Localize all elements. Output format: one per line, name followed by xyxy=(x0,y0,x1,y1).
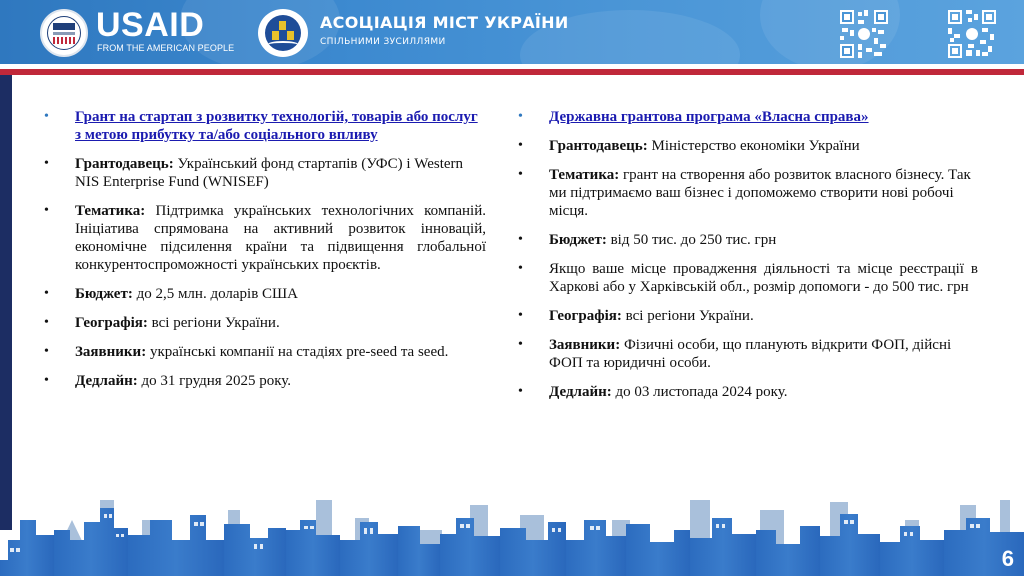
list-item xyxy=(42,202,486,274)
item-label: Географія: xyxy=(549,308,622,324)
item-text: до 31 грудня 2025 року. xyxy=(137,373,292,389)
list-item xyxy=(516,231,978,249)
list-item xyxy=(42,314,486,332)
qr-code-icon[interactable] xyxy=(948,10,996,58)
item-label: Грантодавець: xyxy=(549,138,648,154)
item-label: Дедлайн: xyxy=(75,373,138,389)
usaid-wordmark: USAID xyxy=(96,6,205,44)
list-item xyxy=(516,137,978,155)
right-grant-title-item xyxy=(516,108,978,126)
bullet: • xyxy=(518,138,523,153)
bullet: • xyxy=(518,232,523,247)
item-text: українські компанії на стадіях pre-seed та seed. xyxy=(146,344,449,360)
qr-code-icon[interactable] xyxy=(840,10,888,58)
foreground-buildings xyxy=(0,508,1024,576)
list-item xyxy=(42,285,486,303)
item-label: Географія: xyxy=(75,315,148,331)
list-item xyxy=(42,155,486,191)
item-label: Дедлайн: xyxy=(549,384,612,400)
left-grant-column xyxy=(42,108,486,401)
bullet: • xyxy=(518,109,523,124)
item-text: Український фонд стартапів (УФС) і Western NIS Enterprise Fund (WNISEF) xyxy=(75,156,464,190)
item-text: Якщо ваше місце провадження діяльності та місце реєстрації в Харкові або у Харківській обл., розмір допомоги - до 500 тис. грн xyxy=(549,261,978,295)
list-item xyxy=(516,336,978,372)
bullet: • xyxy=(44,315,49,330)
bullet: • xyxy=(518,167,523,182)
bullet: • xyxy=(518,308,523,323)
usaid-tagline: FROM THE AMERICAN PEOPLE xyxy=(97,43,235,53)
item-label: Тематика: xyxy=(549,167,620,183)
bullet: • xyxy=(44,373,49,388)
right-grant-column xyxy=(516,108,978,412)
left-grant-title-item xyxy=(42,108,486,144)
item-text: від 50 тис. до 250 тис. грн xyxy=(606,232,777,248)
item-label: Заявники: xyxy=(75,344,147,360)
item-label: Заявники: xyxy=(549,337,621,353)
list-item xyxy=(516,307,978,325)
usaid-seal-logo xyxy=(40,9,88,57)
list-item xyxy=(42,343,486,361)
list-item xyxy=(516,166,978,220)
list-item xyxy=(516,260,978,296)
bullet: • xyxy=(44,109,49,124)
item-text: Міністерство економіки України xyxy=(647,138,860,154)
left-accent-bar xyxy=(0,75,12,530)
item-text: всі регіони України. xyxy=(621,308,754,324)
bullet: • xyxy=(44,344,49,359)
bullet: • xyxy=(518,384,523,399)
bullet: • xyxy=(44,286,49,301)
association-logo xyxy=(258,9,308,57)
item-text: грант на створення або розвиток власного бізнесу. Так ми підтримаємо ваш бізнес і допоможемо створити нові робочі місця. xyxy=(549,167,971,219)
item-text: до 03 листопада 2024 року. xyxy=(611,384,788,400)
left-grant-title-link[interactable]: Грант на стартап з розвитку технологій, товарів або послуг з метою прибутку та/або соціального впливу xyxy=(75,109,478,143)
item-text: до 2,5 млн. доларів США xyxy=(132,286,298,302)
bullet: • xyxy=(44,156,49,171)
city-skyline-footer xyxy=(0,500,1024,576)
item-text: всі регіони України. xyxy=(147,315,280,331)
right-grant-title-link[interactable]: Державна грантова програма «Власна справа» xyxy=(549,109,869,125)
bullet: • xyxy=(518,261,523,276)
item-text: Підтримка українських технологічних компаній. Ініціатива спрямована на активний розвиток інновацій, економічне підсилення країни та підвищення глобальної конкурентоспроможності українських проєктів. xyxy=(75,203,486,273)
item-label: Бюджет: xyxy=(75,286,133,302)
bullet: • xyxy=(44,203,49,218)
list-item xyxy=(516,383,978,401)
header-divider-red xyxy=(0,69,1024,75)
header-banner xyxy=(0,0,1024,64)
bullet: • xyxy=(518,337,523,352)
association-title: АСОЦІАЦІЯ МІСТ УКРАЇНИ xyxy=(320,13,569,32)
item-label: Грантодавець: xyxy=(75,156,174,172)
item-label: Бюджет: xyxy=(549,232,607,248)
association-subtitle: СПІЛЬНИМИ ЗУСИЛЛЯМИ xyxy=(320,37,446,47)
item-label: Тематика: xyxy=(75,203,146,219)
item-text: Фізичні особи, що планують відкрити ФОП, дійсні ФОП та юридичні особи. xyxy=(549,337,952,371)
page-number: 6 xyxy=(1001,546,1014,571)
list-item xyxy=(42,372,486,390)
